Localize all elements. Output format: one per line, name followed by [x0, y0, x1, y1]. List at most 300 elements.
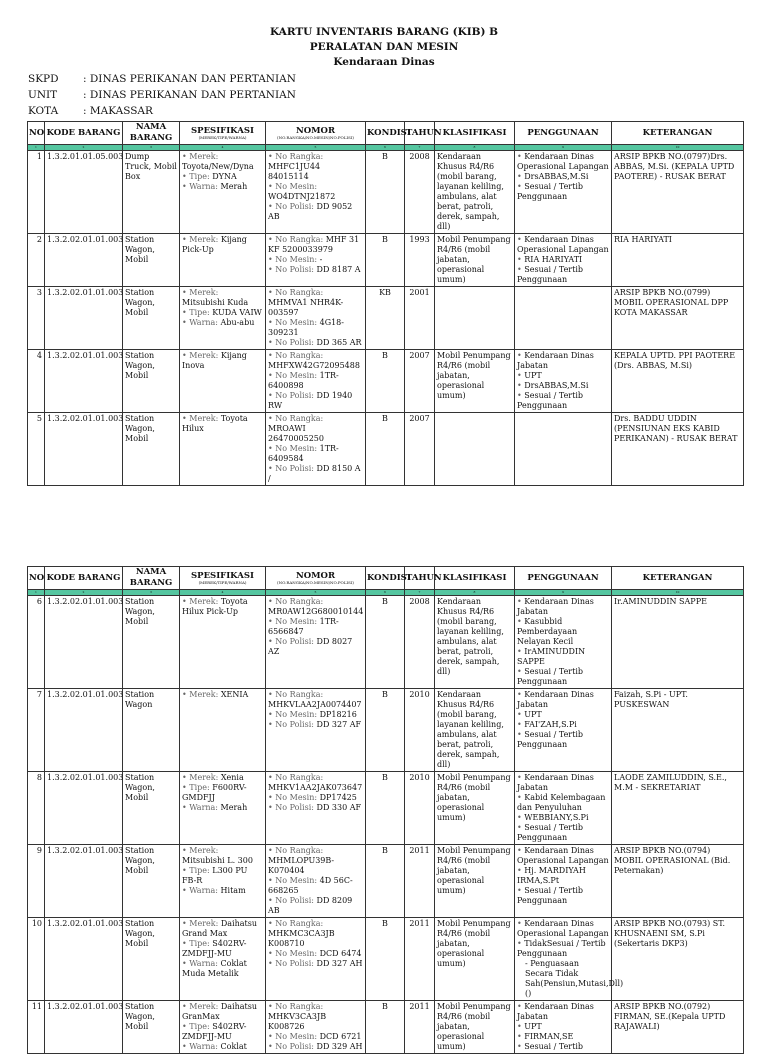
- field-value: DD 1940 RW: [268, 391, 353, 410]
- cell-kondisi: B: [366, 350, 405, 413]
- column-header-label: TAHUN: [406, 572, 442, 583]
- column-number: 2: [45, 590, 123, 596]
- field-label: No Mesin:: [275, 1032, 320, 1041]
- cell-spesifikasi: [180, 413, 266, 486]
- cell-spesifikasi: [180, 918, 266, 1001]
- inventory-table-page-1: [27, 121, 744, 486]
- usage-item: • WEBBIANY,S.Pi: [517, 813, 609, 823]
- cell-klasifikasi: Kendaraan Khusus R4/R6 (mobil barang, layanan keliling, ambulans, alat berat, patroli, derek, sampah, dll): [435, 689, 515, 772]
- number-list-item: [268, 235, 363, 255]
- column-header: [123, 567, 180, 590]
- spec-list-item: [182, 235, 263, 255]
- field-label: No Rangka:: [275, 288, 324, 297]
- field-label: Warna:: [189, 318, 221, 327]
- cell-keterangan: Ir.AMINUDDIN SAPPE: [612, 596, 744, 689]
- field-value: DD 365 AR: [316, 338, 362, 347]
- field-label: No Mesin:: [275, 371, 320, 380]
- usage-item: • UPT: [517, 710, 609, 720]
- table-row: [28, 151, 744, 234]
- cell-penggunaan: [515, 845, 612, 918]
- table-row: [28, 689, 744, 772]
- field-value: MHKV1AA2JAK073647: [268, 783, 363, 792]
- document-title: KARTU INVENTARIS BARANG (KIB) B: [269, 26, 499, 38]
- cell-nama-barang: Station Wagon, Mobil: [123, 772, 180, 845]
- field-label: Warna:: [189, 182, 221, 191]
- cell-tahun: 2008: [405, 596, 435, 689]
- cell-klasifikasi: Mobil Penumpang R4/R6 (mobil jabatan, operasional umum): [435, 1001, 515, 1054]
- cell-kode-barang: 1.3.2.02.01.01.003: [45, 845, 123, 918]
- number-list-item: [268, 710, 363, 720]
- spec-list: [182, 351, 263, 371]
- cell-nama-barang: Dump Truck, Mobil Box: [123, 151, 180, 234]
- meta-key: UNIT: [28, 89, 58, 101]
- field-label: No Rangka:: [275, 1002, 324, 1011]
- cell-no: 1: [28, 151, 45, 234]
- usage-list: [517, 690, 609, 750]
- usage-item: • RIA HARIYATI: [517, 255, 609, 265]
- field-label: Warna:: [189, 803, 221, 812]
- field-value: Kijang Pick-Up: [182, 235, 247, 254]
- number-list-item: [268, 202, 363, 222]
- cell-klasifikasi: Kendaraan Khusus R4/R6 (mobil barang, layanan keliling, ambulans, alat berat, patroli, derek, sampah, dll): [435, 596, 515, 689]
- cell-tahun: 2001: [405, 287, 435, 350]
- column-number: 8: [435, 590, 515, 596]
- cell-spesifikasi: [180, 350, 266, 413]
- cell-kondisi: B: [366, 1001, 405, 1054]
- field-label: No Mesin:: [275, 793, 320, 802]
- field-value: 4D 56C-668265: [268, 876, 353, 895]
- number-list-item: [268, 414, 363, 444]
- field-value: DD 330 AF: [316, 803, 362, 812]
- usage-item: • UPT: [517, 1022, 609, 1032]
- spec-list-item: [182, 351, 263, 371]
- field-value: Hitam: [220, 886, 246, 895]
- cell-no: 8: [28, 772, 45, 845]
- cell-keterangan: KEPALA UPTD. PPI PAOTERE (Drs. ABBAS, M.Si): [612, 350, 744, 413]
- field-label: Warna:: [189, 886, 221, 895]
- field-value: MHFXW42G72095488: [268, 361, 360, 370]
- cell-kode-barang: 1.3.2.01.01.05.003: [45, 151, 123, 234]
- field-label: No Mesin:: [275, 318, 320, 327]
- column-header-label: NO: [29, 127, 45, 138]
- column-number: 5: [266, 145, 366, 151]
- column-header: [612, 122, 744, 145]
- cell-penggunaan: [515, 151, 612, 234]
- field-label: Merek:: [189, 1002, 221, 1011]
- field-value: MHKVLAA2JA0074407: [268, 700, 362, 709]
- cell-nama-barang: Station Wagon, Mobil: [123, 596, 180, 689]
- field-value: MHMLOPU39B-K070404: [268, 856, 335, 875]
- column-header-label: KETERANGAN: [642, 127, 713, 138]
- cell-nomor: [266, 234, 366, 287]
- usage-item: • Sesuai / Tertib Penggunaan: [517, 667, 609, 687]
- cell-kondisi: B: [366, 151, 405, 234]
- usage-list: [517, 235, 609, 285]
- column-number: 1: [28, 145, 45, 151]
- column-header-label: NO: [29, 572, 45, 583]
- field-label: No Polisi:: [275, 637, 317, 646]
- cell-klasifikasi: Mobil Penumpang R4/R6 (mobil jabatan, operasional umum): [435, 234, 515, 287]
- cell-no: 3: [28, 287, 45, 350]
- column-number: 9: [515, 145, 612, 151]
- table-row: [28, 596, 744, 689]
- column-header: [405, 567, 442, 590]
- spec-list-item: [182, 152, 263, 172]
- field-label: Merek:: [189, 919, 221, 928]
- spec-list-item: [182, 939, 263, 959]
- field-value: DCD 6721: [319, 1032, 362, 1041]
- number-list: [268, 235, 363, 275]
- cell-spesifikasi: [180, 845, 266, 918]
- cell-nomor: [266, 151, 366, 234]
- column-header-label: SPESIFIKASI: [191, 570, 254, 581]
- cell-nomor: [266, 350, 366, 413]
- column-header: [366, 122, 411, 145]
- field-value: Kijang Inova: [182, 351, 247, 370]
- spec-list: [182, 846, 263, 896]
- cell-spesifikasi: [180, 234, 266, 287]
- number-list: [268, 919, 363, 969]
- column-header: [435, 567, 515, 590]
- usage-item: • Sesuai / Tertib Penggunaan: [517, 391, 609, 411]
- cell-tahun: 2010: [405, 772, 435, 845]
- field-label: No Polisi:: [275, 338, 317, 347]
- usage-item: • Kendaraan Dinas Jabatan: [517, 1002, 609, 1022]
- field-value: KUDA VAIW: [212, 308, 262, 317]
- document-subtitle-2: Kendaraan Dinas: [333, 56, 435, 68]
- cell-no: 2: [28, 234, 45, 287]
- field-label: Merek:: [189, 152, 219, 161]
- number-list-item: [268, 391, 363, 411]
- cell-spesifikasi: [180, 151, 266, 234]
- column-header-label: KONDISI: [367, 572, 411, 583]
- usage-item: • Sesuai / Tertib Penggunaan: [517, 886, 609, 906]
- cell-penggunaan: [515, 689, 612, 772]
- meta-value: : MAKASSAR: [83, 105, 153, 117]
- field-label: No Mesin:: [275, 444, 320, 453]
- usage-item: • Hj. MARDIYAH IRMA,S.Pt: [517, 866, 609, 886]
- cell-klasifikasi: [435, 287, 515, 350]
- field-value: 1TR-6566847: [268, 617, 339, 636]
- usage-item: • Kendaraan Dinas Jabatan: [517, 773, 609, 793]
- usage-item: • Sesuai / Tertib Penggunaan: [517, 823, 609, 843]
- cell-penggunaan: [515, 772, 612, 845]
- number-list-item: [268, 444, 363, 464]
- spec-list: [182, 288, 263, 328]
- spec-list-item: [182, 288, 263, 308]
- field-value: Merah: [220, 803, 248, 812]
- cell-tahun: 2011: [405, 1001, 435, 1054]
- field-label: No Polisi:: [275, 202, 317, 211]
- number-list-item: [268, 288, 363, 318]
- cell-klasifikasi: Kendaraan Khusus R4/R6 (mobil barang, layanan keliling, ambulans, alat berat, patroli, derek, sampah, dll): [435, 151, 515, 234]
- cell-kondisi: B: [366, 689, 405, 772]
- field-value: DD 9052 AB: [268, 202, 353, 221]
- cell-kondisi: KB: [366, 287, 405, 350]
- usage-item: • IrAMINUDDIN SAPPE: [517, 647, 609, 667]
- column-header-label: KODE BARANG: [46, 572, 121, 583]
- field-value: L300 PU FB-R: [182, 866, 248, 885]
- spec-list-item: [182, 182, 263, 192]
- usage-list: [517, 1002, 609, 1052]
- number-list-item: [268, 846, 363, 876]
- field-label: Tipe:: [189, 1022, 213, 1031]
- usage-list: [517, 152, 609, 202]
- meta-unit: [28, 89, 296, 101]
- usage-item: • Kendaraan Dinas Operasional Lapangan: [517, 235, 609, 255]
- number-list: [268, 288, 363, 348]
- field-label: No Polisi:: [275, 464, 317, 473]
- field-value: MHMVA1 NHR4K-003597: [268, 298, 344, 317]
- cell-kondisi: B: [366, 772, 405, 845]
- spec-list-item: [182, 783, 263, 803]
- field-value: MHFC1JU44 84015114: [268, 162, 321, 181]
- column-header-label: NOMOR: [295, 125, 336, 136]
- usage-item: • DrsABBAS,M.Si: [517, 172, 609, 182]
- number-list-item: [268, 773, 363, 793]
- number-list-item: [268, 876, 363, 896]
- table-row: [28, 845, 744, 918]
- cell-kondisi: B: [366, 234, 405, 287]
- table-row: [28, 287, 744, 350]
- cell-keterangan: Drs. BADDU UDDIN (PENSIUNAN EKS KABID PERIKANAN) - RUSAK BERAT: [612, 413, 744, 486]
- column-number: 3: [123, 145, 180, 151]
- cell-no: 7: [28, 689, 45, 772]
- spec-list: [182, 690, 263, 700]
- cell-nama-barang: Station Wagon, Mobil: [123, 234, 180, 287]
- document-subtitle: PERALATAN DAN MESIN: [309, 41, 459, 53]
- field-label: Tipe:: [189, 939, 213, 948]
- usage-item: • Kendaraan Dinas Jabatan: [517, 690, 609, 710]
- spec-list-item: [182, 597, 263, 617]
- column-header: [435, 122, 515, 145]
- meta-value: : DINAS PERIKANAN DAN PERTANIAN: [83, 89, 296, 101]
- field-label: No Rangka:: [275, 597, 324, 606]
- column-number: 1: [28, 590, 45, 596]
- cell-keterangan: Faizah, S.Pi - UPT. PUSKESWAN: [612, 689, 744, 772]
- column-header: [515, 567, 612, 590]
- field-label: Merek:: [189, 351, 221, 360]
- field-value: 4G18-309231: [268, 318, 344, 337]
- spec-list-item: [182, 690, 263, 700]
- meta-kota: [28, 105, 153, 117]
- cell-nama-barang: Station Wagon, Mobil: [123, 918, 180, 1001]
- column-header-label: PENGGUNAAN: [527, 572, 599, 583]
- field-value: Daihatsu GranMax: [182, 1002, 257, 1021]
- field-value: MHF 31 KF 5200033979: [268, 235, 360, 254]
- number-list-item: [268, 637, 363, 657]
- number-list-item: [268, 793, 363, 803]
- column-header: [405, 122, 442, 145]
- cell-spesifikasi: [180, 287, 266, 350]
- number-list-item: [268, 338, 363, 348]
- usage-list: [517, 846, 609, 906]
- column-header-label: NAMA BARANG: [129, 567, 173, 588]
- number-list-item: [268, 720, 363, 730]
- cell-kode-barang: 1.3.2.02.01.01.003: [45, 350, 123, 413]
- column-header: [266, 122, 366, 145]
- meta-skpd: [28, 73, 296, 85]
- column-number: 7: [405, 590, 435, 596]
- field-value: WO4DTNJ21872: [268, 192, 336, 201]
- field-label: No Rangka:: [275, 773, 324, 782]
- column-header-label: NOMOR: [295, 570, 336, 581]
- cell-tahun: 1993: [405, 234, 435, 287]
- number-list: [268, 414, 363, 484]
- column-header-sub: (NO.RANGKA/NO.MESIN/NO.POLISI): [277, 135, 354, 141]
- column-header-label: NAMA BARANG: [129, 122, 173, 143]
- field-value: 1TR-6400898: [268, 371, 339, 390]
- column-header-label: KETERANGAN: [642, 572, 713, 583]
- field-value: Merah: [220, 182, 248, 191]
- cell-penggunaan: [515, 596, 612, 689]
- cell-penggunaan: [515, 918, 624, 1001]
- column-header-label: KONDISI: [367, 127, 411, 138]
- spec-list: [182, 1002, 263, 1052]
- cell-penggunaan: [515, 350, 612, 413]
- cell-tahun: 2011: [405, 918, 435, 1001]
- field-value: 1TR-6409584: [268, 444, 339, 463]
- spec-list-item: [182, 1042, 263, 1052]
- column-header-sub: (MEREK/TIPE/WARNA): [198, 580, 247, 586]
- column-header-sub: (MEREK/TIPE/WARNA): [198, 135, 247, 141]
- cell-kondisi: B: [366, 413, 405, 486]
- spec-list-item: [182, 1002, 263, 1022]
- column-number: 7: [405, 145, 435, 151]
- field-label: No Mesin:: [275, 182, 318, 191]
- field-value: DCD 6474: [319, 949, 362, 958]
- field-label: No Rangka:: [275, 414, 324, 423]
- cell-keterangan: ARSIP BPKB NO.(0794) MOBIL OPERASIONAL (Bid. Peternakan): [612, 845, 744, 918]
- inventory-table-page-2: [27, 566, 744, 1054]
- spec-list-item: [182, 773, 263, 783]
- table-row: [28, 413, 744, 486]
- field-label: Tipe:: [189, 866, 213, 875]
- usage-item: • Kendaraan Dinas Operasional Lapangan: [517, 846, 609, 866]
- usage-item: • Kendaraan Dinas Jabatan: [517, 597, 609, 617]
- column-header: [180, 567, 266, 590]
- cell-nomor: [266, 845, 366, 918]
- column-header-label: KLASIFIKASI: [442, 127, 507, 138]
- cell-keterangan: LAODE ZAMILUDDIN, S.E., M.M - SEKRETARIAT: [612, 772, 744, 845]
- cell-nama-barang: Station Wagon, Mobil: [123, 845, 180, 918]
- cell-nomor: [266, 772, 366, 845]
- cell-kode-barang: 1.3.2.02.01.01.003: [45, 596, 123, 689]
- cell-no: 11: [28, 1001, 45, 1054]
- number-list: [268, 773, 363, 813]
- cell-kode-barang: 1.3.2.02.01.01.003: [45, 772, 123, 845]
- field-label: No Polisi:: [275, 803, 317, 812]
- column-number: 3: [123, 590, 180, 596]
- field-label: Tipe:: [189, 172, 213, 181]
- cell-klasifikasi: Mobil Penumpang R4/R6 (mobil jabatan, operasional umum): [435, 772, 515, 845]
- usage-item: • Kendaraan Dinas Operasional Lapangan: [517, 919, 609, 939]
- number-list-item: [268, 1032, 363, 1042]
- number-list: [268, 597, 363, 657]
- field-value: F600RV-GMDFJJ: [182, 783, 247, 802]
- cell-keterangan: ARSIP BPKB NO.(0792) FIRMAN, SE.(Kepala UPTD RAJAWALI): [612, 1001, 744, 1054]
- number-list-item: [268, 255, 363, 265]
- field-label: No Polisi:: [275, 896, 317, 905]
- field-label: No Mesin:: [275, 617, 320, 626]
- column-header: [366, 567, 411, 590]
- field-value: MR0AW12G680010144: [268, 607, 364, 616]
- header-row: [28, 567, 744, 590]
- spec-list: [182, 773, 263, 813]
- usage-extra: - Penguasaan Secara Tidak Sah(Pensiun,Mutasi,Dll) (): [525, 959, 624, 998]
- cell-nama-barang: Station Wagon, Mobil: [123, 287, 180, 350]
- spec-list-item: [182, 959, 263, 979]
- field-value: DYNA: [212, 172, 237, 181]
- spec-list-item: [182, 414, 263, 434]
- usage-item: • Kasubbid Pemberdayaan Nelayan Kecil: [517, 617, 609, 647]
- column-number: 4: [180, 590, 266, 596]
- column-header-sub: (NO.RANGKA/NO.MESIN/NO.POLISI): [277, 580, 354, 586]
- field-label: No Rangka:: [275, 235, 326, 244]
- number-list-item: [268, 896, 363, 916]
- spec-list-item: [182, 803, 263, 813]
- column-header-label: TAHUN: [406, 127, 442, 138]
- cell-keterangan: ARSIP BPKB NO.(0797)Drs. ABBAS, M.Si. (KEPALA UPTD PAOTERE) - RUSAK BERAT: [612, 151, 744, 234]
- number-list-item: [268, 919, 363, 949]
- field-label: No Rangka:: [275, 690, 324, 699]
- field-value: DP18216: [319, 710, 357, 719]
- cell-spesifikasi: [180, 689, 266, 772]
- meta-key: KOTA: [28, 105, 59, 117]
- number-list-item: [268, 959, 363, 969]
- cell-klasifikasi: Mobil Penumpang R4/R6 (mobil jabatan, operasional umum): [435, 918, 515, 1001]
- cell-spesifikasi: [180, 1001, 266, 1054]
- column-header: [515, 122, 612, 145]
- table-row: [28, 1001, 744, 1054]
- spec-list-item: [182, 318, 263, 328]
- number-list-item: [268, 182, 363, 202]
- field-label: No Rangka:: [275, 152, 324, 161]
- field-value: MHKV3CA3JB K008726: [268, 1012, 327, 1031]
- field-label: Merek:: [189, 846, 219, 855]
- table-row: [28, 350, 744, 413]
- cell-keterangan: ARSIP BPKB NO.(0793) ST. KHUSNAENI SM, S.Pi (Sekertaris DKP3): [612, 918, 744, 1001]
- usage-list: [517, 351, 609, 411]
- cell-nama-barang: Station Wagon, Mobil: [123, 1001, 180, 1054]
- column-header-label: KODE BARANG: [46, 127, 121, 138]
- cell-penggunaan: [515, 287, 612, 350]
- cell-spesifikasi: [180, 596, 266, 689]
- field-label: Merek:: [189, 235, 221, 244]
- field-label: No Mesin:: [275, 255, 320, 264]
- column-header-label: PENGGUNAAN: [527, 127, 599, 138]
- cell-tahun: 2007: [405, 413, 435, 486]
- field-value: DP17425: [319, 793, 357, 802]
- cell-nomor: [266, 918, 366, 1001]
- spec-list-item: [182, 172, 263, 182]
- cell-nomor: [266, 596, 366, 689]
- column-number: 6: [366, 145, 405, 151]
- cell-no: 10: [28, 918, 45, 1001]
- column-number: 8: [435, 145, 515, 151]
- cell-nama-barang: Station Wagon, Mobil: [123, 350, 180, 413]
- field-value: Coklat Muda Metalik: [182, 959, 247, 978]
- number-list: [268, 846, 363, 916]
- usage-list: [517, 773, 609, 843]
- usage-item: • FAI'ZAH,S.Pi: [517, 720, 609, 730]
- column-header: [28, 122, 45, 145]
- field-value: DD 8150 A /: [268, 464, 361, 483]
- field-label: No Mesin:: [275, 710, 320, 719]
- column-number: 2: [45, 145, 123, 151]
- column-header: [28, 567, 45, 590]
- field-label: Tipe:: [189, 308, 213, 317]
